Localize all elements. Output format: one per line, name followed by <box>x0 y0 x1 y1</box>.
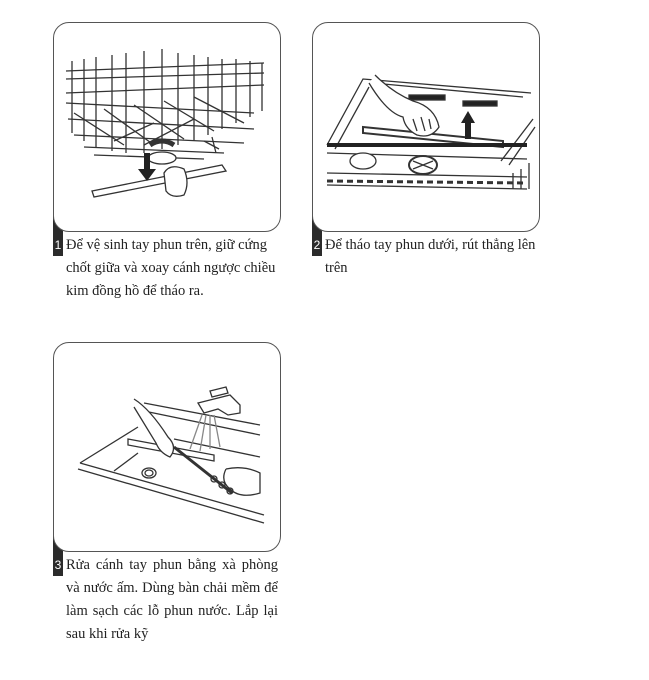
step-2-illustration-card <box>312 22 540 232</box>
step-1-number-badge: 1 <box>53 234 63 256</box>
lower-spray-arm-illustration <box>313 23 540 232</box>
step-3-illustration-card <box>53 342 281 552</box>
step-2-caption: Để tháo tay phun dưới, rút thẳng lên trên <box>325 237 536 276</box>
step-2-number-badge: 2 <box>312 234 322 256</box>
step-1-illustration-card <box>53 22 281 232</box>
step-3-number-badge: 3 <box>53 554 63 576</box>
upper-spray-arm-illustration <box>54 23 281 232</box>
spray-arm-washing-illustration <box>54 343 281 552</box>
step-1-caption: Để vệ sinh tay phun trên, giữ cứng chốt giữa và xoay cánh ngược chiều kim đồng hồ để tháo ra. <box>66 237 276 299</box>
step-3-caption: Rửa cánh tay phun bằng xà phòng và nước ấm. Dùng bàn chải mềm để làm sạch các lỗ phun nước. Lắp lại sau khi rửa kỹ <box>66 557 278 642</box>
